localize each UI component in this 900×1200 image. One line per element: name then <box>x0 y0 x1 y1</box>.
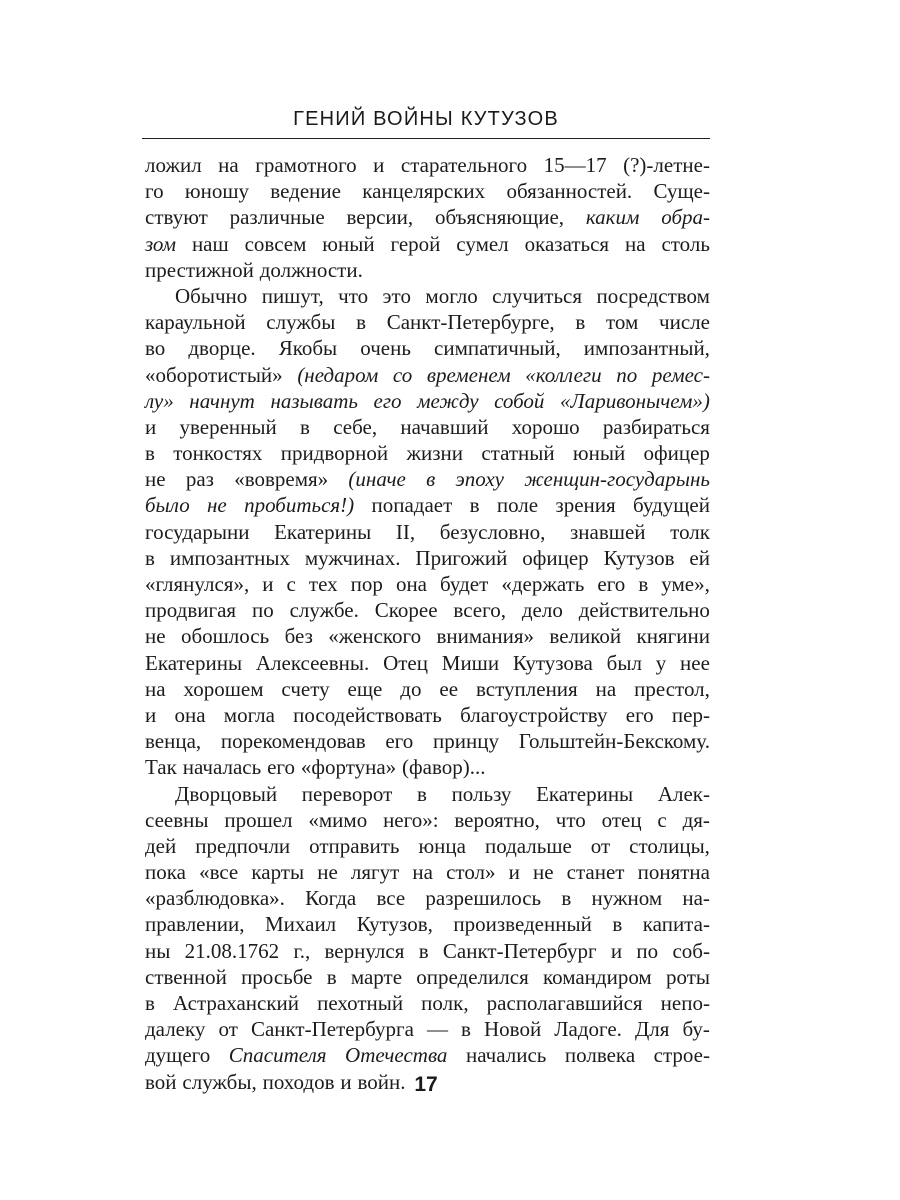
text-line: Дворцовый переворот в пользу Екатерины Алек- <box>175 781 710 806</box>
page-number: 17 <box>414 1073 438 1096</box>
text-line: вой службы, походов и войн. <box>145 1069 406 1094</box>
text-line: зом наш совсем юный герой сумел оказаться на столь <box>145 231 710 256</box>
text-line: не раз «вовремя» (иначе в эпоху женщин-государынь <box>145 467 710 492</box>
text-line: Так началась его «фортуна» (фавор)... <box>145 755 486 780</box>
text-line: Обычно пишут, что это могло случиться посредством <box>175 283 710 308</box>
text-line: государыни Екатерины II, безусловно, знавшей толк <box>145 519 710 544</box>
text-line: пока «все карты не лягут на стол» и не станет понятна <box>145 860 710 885</box>
text-line: во дворце. Якобы очень симпатичный, импозантный, <box>145 336 710 361</box>
text-line: Екатерины Алексеевны. Отец Миши Кутузова был у нее <box>145 650 710 675</box>
text-line: караульной службы в Санкт-Петербурге, в том числе <box>145 310 710 335</box>
text-line: продвигая по службе. Скорее всего, дело действительно <box>145 598 710 623</box>
text-line: в импозантных мужчинах. Пригожий офицер Кутузов ей <box>145 545 710 570</box>
text-line: в Астраханский пехотный полк, располагавшийся непо- <box>145 991 710 1015</box>
text-line: дущего Спасителя Отечества начались полвека строе- <box>145 1043 710 1068</box>
text-line: было не пробиться!) попадает в поле зрения будущей <box>145 493 710 518</box>
text-line: сеевны прошел «мимо него»: вероятно, что отец с дя- <box>145 807 710 832</box>
header-rule <box>142 138 710 139</box>
text-line: не обошлось без «женского внимания» великой княгини <box>145 624 710 649</box>
text-line: в тонкостях придворной жизни статный юный офицер <box>145 441 710 466</box>
running-header-title: ГЕНИЙ ВОЙНЫ КУТУЗОВ <box>293 108 559 130</box>
text-line: престижной должности. <box>145 257 363 282</box>
text-line: и она могла посодействовать благоустройству его пер- <box>145 702 710 727</box>
text-line: правлении, Михаил Кутузов, произведенный в капита- <box>145 912 710 937</box>
text-line: на хорошем счету еще до ее вступления на престол, <box>145 676 710 701</box>
text-line: «глянулся», и с тех пор она будет «держать его в уме», <box>145 572 710 596</box>
text-line: далеку от Санкт-Петербурга — в Новой Ладоге. Для бу- <box>145 1017 710 1042</box>
text-line: ствуют различные версии, объясняющие, каким обра- <box>145 205 710 230</box>
text-line: лу» начнут называть его между собой «Ларивонычем») <box>145 388 710 413</box>
text-line: ственной просьбе в марте определился командиром роты <box>145 964 710 989</box>
text-line: го юношу ведение канцелярских обязанностей. Суще- <box>145 179 710 204</box>
text-line: «разблюдовка». Когда все разрешилось в нужном на- <box>145 886 710 911</box>
text-line: и уверенный в себе, начавший хорошо разбираться <box>145 414 710 439</box>
text-line: ны 21.08.1762 г., вернулся в Санкт-Петербург и по соб- <box>145 938 710 963</box>
text-line: дей предпочли отправить юнца подальше от столицы, <box>145 833 710 858</box>
text-line: «оборотистый» (недаром со временем «коллеги по ремес- <box>145 362 710 387</box>
text-line: венца, порекомендовав его принцу Гольштейн-Бекскому. <box>145 729 710 754</box>
text-line: ложил на грамотного и старательного 15—17 (?)-летне- <box>145 153 710 177</box>
body-text <box>145 152 710 1095</box>
